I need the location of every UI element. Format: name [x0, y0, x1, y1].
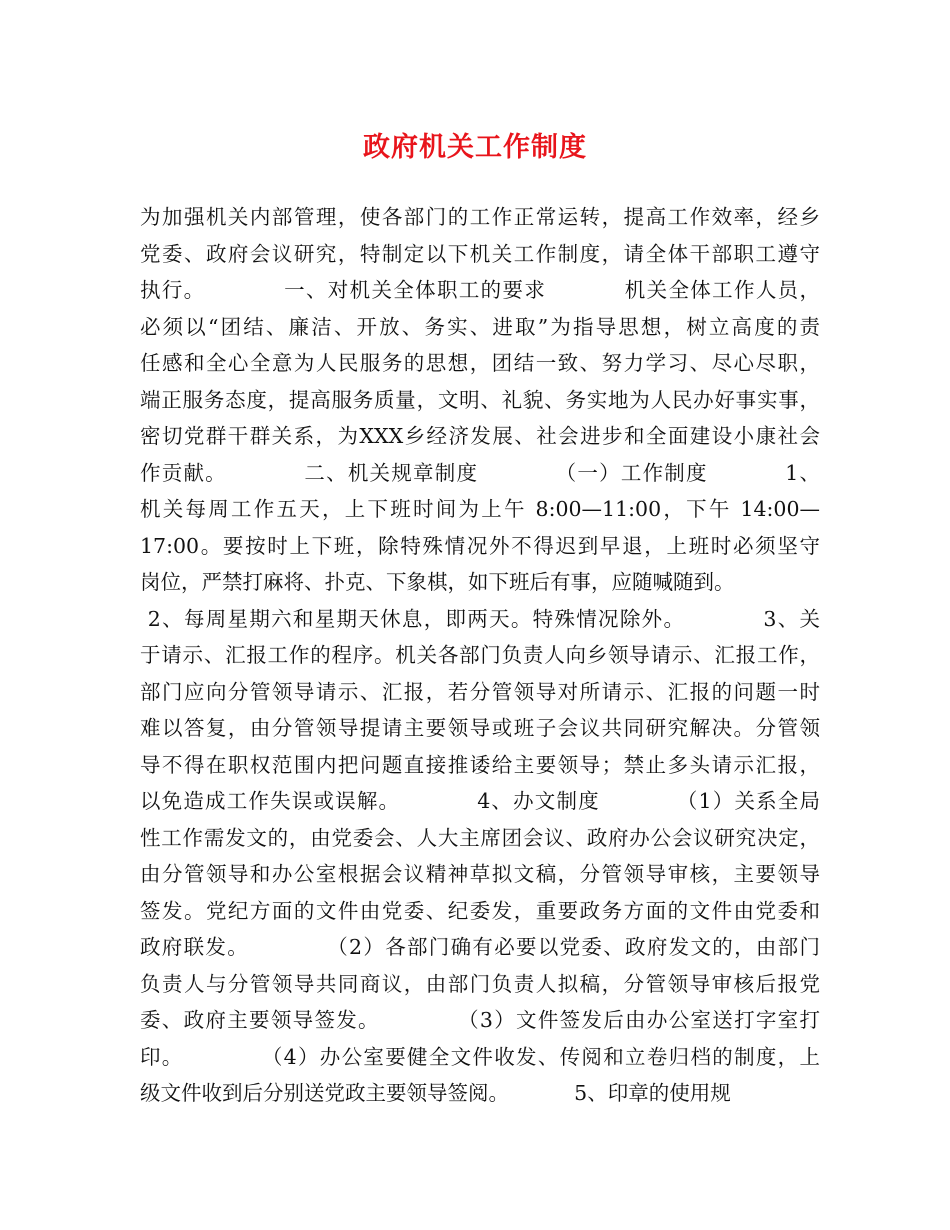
document-body: [140, 199, 820, 1112]
body-line: 签发。党纪方面的文件由党委、纪委发，重要政务方面的文件由党委和: [140, 898, 820, 923]
body-line: 部门应向分管领导请示、汇报，若分管领导对所请示、汇报的问题一时: [140, 679, 820, 704]
body-line: 由分管领导和办公室根据会议精神草拟文稿，分管领导审核，主要领导: [140, 862, 820, 886]
body-line: 难以答复，由分管领导提请主要领导或班子会议共同研究解决。分管领: [140, 716, 820, 740]
body-line: 机关每周工作五天，上下班时间为上午 8:00—11:00，下午 14:00—: [140, 497, 820, 521]
body-line: 政府联发。 （2）各部门确有必要以党委、政府发文的，由部门: [140, 935, 820, 959]
body-line: 密切党群干群关系，为XXX乡经济发展、社会进步和全面建设小康社会: [140, 424, 820, 448]
body-line: 级文件收到后分别送党政主要领导签阅。 5、印章的使用规: [140, 1081, 731, 1105]
body-line: 作贡献。 二、机关规章制度 （一）工作制度 1、: [140, 460, 820, 485]
body-line: 导不得在职权范围内把问题直接推诿给主要领导；禁止多头请示汇报，: [140, 752, 820, 777]
body-line: 以免造成工作失误或误解。 4、办文制度 （1）关系全局: [140, 789, 820, 813]
body-line: 必须以“团结、廉洁、开放、务实、进取”为指导思想，树立高度的责: [140, 314, 820, 339]
body-line: 印。 （4）办公室要健全文件收发、传阅和立卷归档的制度，上: [140, 1044, 820, 1069]
body-line: 为加强机关内部管理，使各部门的工作正常运转，提高工作效率，经乡: [140, 205, 820, 229]
body-line: 2、每周星期六和星期天休息，即两天。特殊情况除外。 3、关: [140, 606, 820, 631]
body-line: 委、政府主要领导签发。 （3）文件签发后由办公室送打字室打: [140, 1008, 820, 1032]
body-line: 任感和全心全意为人民服务的思想，团结一致、努力学习、尽心尽职，: [140, 351, 820, 375]
body-line: 性工作需发文的，由党委会、人大主席团会议、政府办公会议研究决定，: [140, 825, 820, 850]
body-line: 于请示、汇报工作的程序。机关各部门负责人向乡领导请示、汇报工作，: [140, 643, 820, 667]
body-line: 岗位，严禁打麻将、扑克、下象棋，如下班后有事，应随喊随到。: [140, 570, 735, 594]
body-line: 党委、政府会议研究，特制定以下机关工作制度，请全体干部职工遵守: [140, 241, 820, 266]
body-line: 执行。 一、对机关全体职工的要求 机关全体工作人员，: [140, 278, 820, 302]
body-line: 端正服务态度，提高服务质量，文明、礼貌、务实地为人民办好事实事，: [140, 387, 820, 412]
body-line: 17:00。要按时上下班，除特殊情况外不得迟到早退，上班时必须坚守: [140, 533, 820, 558]
document-title: 政府机关工作制度: [363, 132, 587, 163]
body-line: 负责人与分管领导共同商议，由部门负责人拟稿，分管领导审核后报党: [140, 971, 820, 996]
